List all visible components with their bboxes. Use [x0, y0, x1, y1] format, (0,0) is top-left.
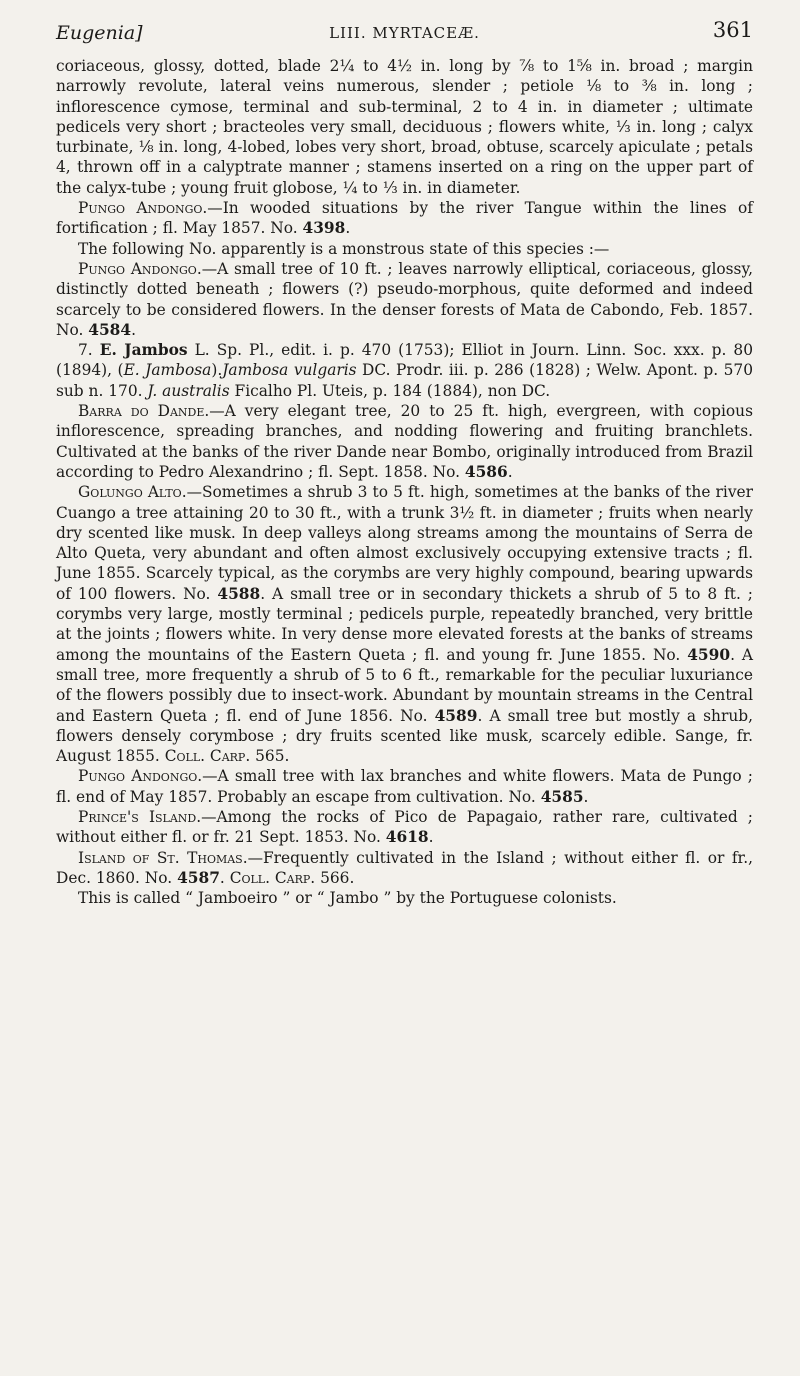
collection-ref: Coll. Carp. 565.: [164, 747, 290, 766]
paragraph-text: —A small tree of 10 ft. ; leaves narrowly elliptical, coriaceous, glossy, distinctly dotted beneath ; flowers (?) pseudo-morphous, quite deformed and indeed scarcely to be considered flowers. In the denser forests of Mata de Cabondo, Feb. 1857. No.: [56, 259, 753, 339]
paragraph-end: .: [583, 787, 589, 806]
paragraph-end: .: [507, 462, 513, 481]
species-authority: L. Sp. Pl., edit. i. p. 470 (1753); Elliot in Journ. Linn. Soc. xxx. p. 80 (1894), (: [56, 341, 754, 380]
locality: Barra do Dande.: [78, 402, 210, 421]
specimen-number: 4587: [177, 868, 220, 887]
paragraph-note: The following No. apparently is a monstrous state of this species :—: [78, 239, 610, 258]
running-head-family: LIII. MYRTACEÆ.: [329, 24, 480, 42]
citation-text: DC. Prodr. iii. p. 286 (1828) ; Welw. Apont. p. 570 sub n. 170.: [56, 361, 754, 400]
paragraph-pungo-andongo-1: [56, 198, 753, 239]
paragraph-barra-do-dande: [56, 401, 753, 482]
locality: Prince's Island.: [78, 807, 202, 826]
page-number: 361: [712, 18, 753, 42]
synonym: E. Jambosa: [123, 361, 212, 380]
page-header: [56, 0, 753, 56]
paragraph-text: —In wooded situations by the river Tangue within the lines of fortification ; fl. May 1857. No.: [56, 199, 753, 238]
locality: Pungo Andongo.: [78, 199, 208, 218]
synonym: Jambosa vulgaris: [222, 361, 357, 380]
paragraph-text: —A small tree with lax branches and white flowers. Mata de Pungo ; fl. end of May 1857. Probably an escape from cultivation. No.: [56, 767, 753, 806]
paragraph-text: —Sometimes a shrub 3 to 5 ft. high, sometimes at the banks of the river Cuango a tree attaining 20 to 30 ft., with a trunk 3½ ft. in diameter ; fruits when nearly dry scented like musk. In deep valleys along streams among the mountains of Serra de Alto Queta, very abundant and often almost exclusively occupying extensive tracts ; fl. June 1855. Scarcely typical, as the corymbs are very highly compound, bearing upwards of 100 flowers. No.: [56, 483, 753, 603]
specimen-number: 4590: [687, 645, 731, 664]
paragraph-golungo-alto: [56, 482, 753, 766]
specimen-number: 4589: [434, 706, 478, 725]
paragraph-end: .: [428, 828, 434, 847]
paragraph-vernacular-names: This is called “ Jamboeiro ” or “ Jambo ” by the Portuguese colonists.: [78, 889, 617, 908]
locality: Pungo Andongo.: [78, 259, 202, 278]
citation-text: Ficalho Pl. Uteis, p. 184 (1884), non DC.: [229, 381, 551, 400]
paragraph-text: .: [219, 868, 230, 887]
paragraph-text: —A very elegant tree, 20 to 25 ft. high, evergreen, with copious inflorescence, spreading branches, and nodding flowering and fruiting branchlets. Cultivated at the banks of the river Dande near Bombo, originally introduced from Brazil according to Pedro Alexandrino ; fl. Sept. 1858. No.: [56, 402, 753, 481]
paragraph-st-thomas: [56, 848, 753, 889]
locality: Island of St. Thomas.: [78, 848, 248, 867]
paragraph-text: —Among the rocks of Pico de Papagaio, rather rare, cultivated ; without either fl. or fr. 21 Sept. 1853. No.: [56, 807, 753, 847]
paragraph-text: . A small tree but mostly a shrub, flowers densely corymbose ; dry fruits scented like musk, scarcely edible. Sange, fr. August 1855.: [56, 706, 753, 766]
species-heading: [56, 340, 753, 401]
specimen-number: 4398: [302, 219, 346, 238]
paragraph-text: . A small tree, more frequently a shrub of 5 to 6 ft., remarkable for the peculiar luxuriance of the flowers possibly due to insect-work. Abundant by mountain streams in the Central and Eastern Queta ; fl. end of June 1856. No.: [56, 645, 753, 725]
locality: Pungo Andongo.: [78, 767, 203, 786]
species-number: 7.: [78, 341, 100, 360]
paragraph-text: . A small tree or in secondary thickets a shrub of 5 to 8 ft. ; corymbs very large, mostly terminal ; pedicels purple, repeatedly branched, very brittle at the joints ; flowers white. In very dense more elevated forests at the banks of streams among the mountains of the Eastern Queta ; fl. and young fr. June 1855. No.: [56, 584, 753, 664]
specimen-number: 4618: [385, 828, 429, 847]
paragraph-text: —Frequently cultivated in the Island ; without either fl. or fr., Dec. 1860. No.: [56, 848, 753, 887]
paragraph-pungo-andongo-2: [56, 259, 753, 340]
paragraph-pungo-andongo-3: [56, 766, 753, 807]
running-head-genus: Eugenia]: [56, 22, 143, 44]
citation-text: ).: [211, 361, 223, 380]
specimen-number: 4585: [540, 787, 584, 806]
collection-ref: Coll. Carp. 566.: [229, 868, 355, 887]
locality: Golungo Alto.: [78, 483, 187, 502]
specimen-number: 4588: [217, 584, 261, 603]
paragraph-princes-island: [56, 807, 753, 848]
paragraph-description: coriaceous, glossy, dotted, blade 2¼ to 4½ in. long by ⅞ to 1⅝ in. broad ; margin narrowly revolute, lateral veins numerous, slender ; petiole ⅛ to ⅜ in. long ; inflorescence cymose, terminal and sub-terminal, 2 to 4 in. in diameter ; ultimate pedicels very short ; bracteoles very small, deciduous ; flowers white, ⅓ in. long ; calyx turbinate, ⅛ in. long, 4-lobed, lobes very short, broad, obtuse, scarcely apiculate ; petals 4, thrown off in a calyptrate manner ; stamens inserted on a ring on the upper part of the calyx-tube ; young fruit globose, ¼ to ⅓ in. in diameter.: [56, 57, 753, 197]
paragraph-end: .: [345, 219, 351, 238]
specimen-number: 4586: [464, 462, 508, 481]
paragraph-end: .: [131, 320, 136, 339]
synonym: J. australis: [147, 381, 230, 400]
page-body: [56, 56, 753, 908]
species-name: E. Jambos: [99, 341, 188, 360]
specimen-number: 4584: [88, 320, 132, 339]
